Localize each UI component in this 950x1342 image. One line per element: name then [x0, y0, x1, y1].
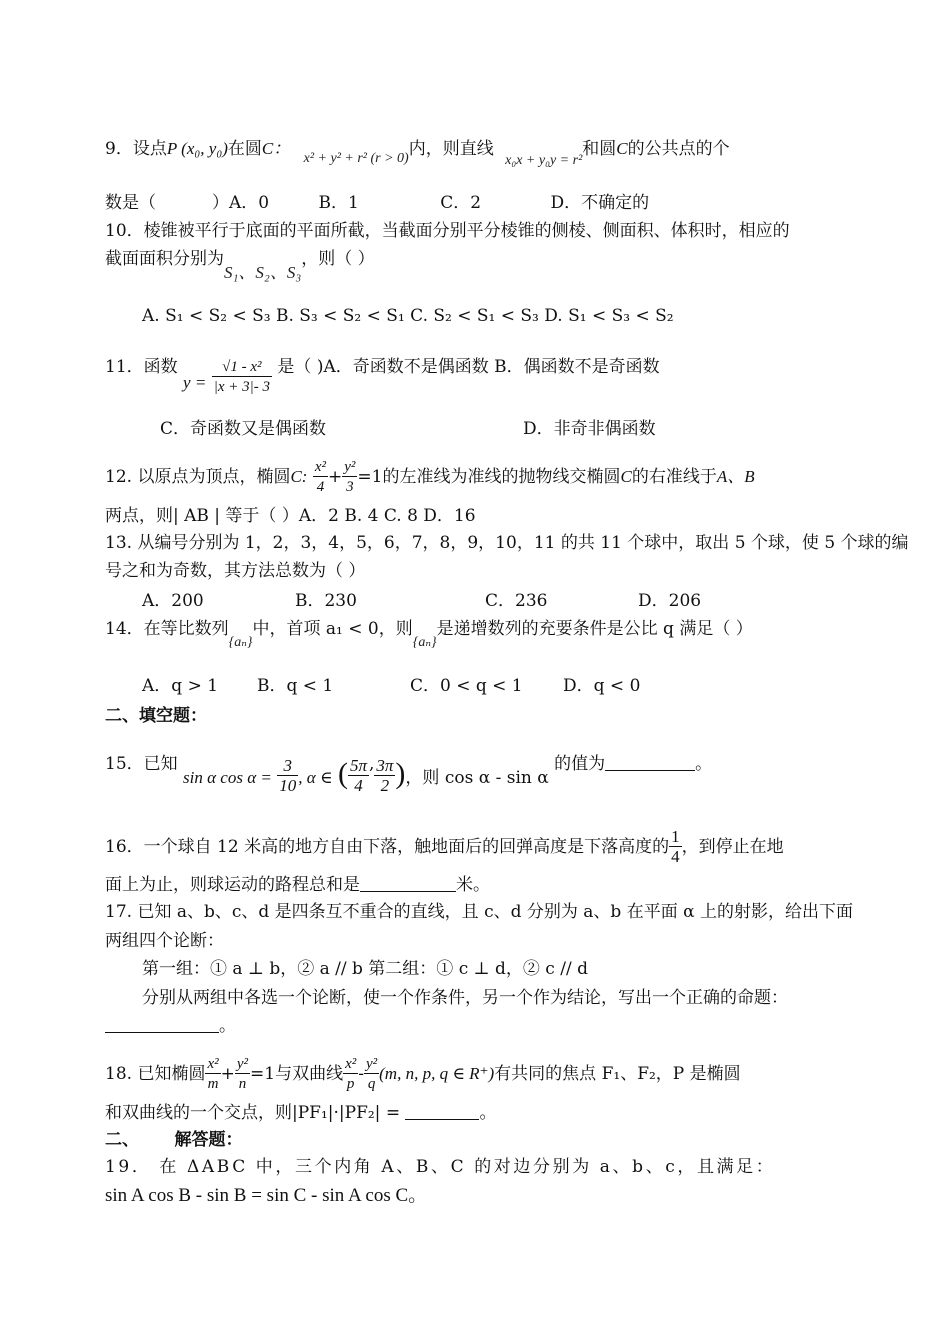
q15-answer-blank[interactable] — [605, 754, 695, 771]
q16-text-a: 16．一个球自 12 米高的地方自由下落，触地面后的回弹高度是下落高度的 — [105, 837, 670, 857]
q12-frac-x — [313, 458, 328, 497]
q16-frac — [669, 828, 682, 867]
q12-plus: + — [328, 467, 343, 487]
q18-n3: x² — [345, 1056, 357, 1072]
q15-mid: , α ∈ — [298, 768, 333, 787]
q14-sequence-2: {aₙ} — [412, 635, 437, 650]
q18-minus: - — [358, 1064, 364, 1084]
section-fill-in: 二、填空题： — [105, 706, 207, 726]
q11-option-c: C．奇函数又是偶函数 — [160, 419, 327, 439]
q10-areas: S₁、S₂、S₃ — [224, 263, 302, 282]
q11-fraction — [212, 358, 272, 397]
q19-equation: sin A cos B - sin B = sin C - sin A cos C。 — [105, 1185, 428, 1206]
q14-text-a: 14．在等比数列 — [105, 619, 229, 639]
q18-d4: q — [367, 1076, 376, 1092]
q16-d: 4 — [671, 847, 680, 866]
q13-line2: 号之和为奇数，其方法总数为（ ） — [105, 561, 366, 581]
q11-numerator: √1 - x² — [212, 358, 272, 377]
q10-text-c: ，则（ ） — [301, 249, 375, 269]
q11-option-d: D．非奇非偶函数 — [523, 419, 656, 439]
q14-line1 — [105, 618, 753, 650]
q14-text-c: 是递增数列的充要条件是公比 q 满足（ ） — [436, 619, 753, 639]
q10-line2 — [105, 248, 375, 282]
q15-expr: sin α cos α = — [183, 768, 272, 787]
q12-ab: A、B — [716, 467, 755, 486]
q12-cc: C — [620, 467, 632, 486]
q10-line1: 10．棱锥被平行于底面的平面所截，当截面分别平分棱锥的侧棱、侧面积、体积时，相应的 — [105, 221, 790, 241]
q18-n1: x² — [207, 1056, 219, 1072]
q17-groups: 第一组：① a ⊥ b，② a // b 第二组：① c ⊥ d，② c // d — [142, 959, 588, 979]
q17-instruction: 分别从两组中各选一个论断，使一个作条件，另一个作为结论，写出一个正确的命题： — [142, 988, 788, 1008]
q12-frac-y — [342, 458, 357, 497]
section-answer: 二、 解答题： — [105, 1130, 243, 1150]
q18-text-b: 与双曲线 — [275, 1064, 344, 1084]
q16-line1 — [105, 828, 784, 867]
q14-text-b: 中，首项 a₁ < 0，则 — [252, 619, 413, 639]
q19-line1: 19． 在 ΔABC 中，三个内角 A、B、C 的对边分别为 a、b、c，且满足： — [105, 1157, 776, 1177]
q18-text-d: 和双曲线的一个交点，则|PF₁|·|PF₂| = — [105, 1103, 401, 1123]
q18-n4: y² — [365, 1056, 378, 1072]
q9-text-d: 内，则直线 — [408, 139, 494, 159]
q18-line1 — [105, 1055, 741, 1094]
q15-n2: 5π — [349, 756, 367, 775]
q13-option-a: A．200 — [142, 591, 204, 611]
q10-options: A. S₁ < S₂ < S₃ B. S₃ < S₂ < S₁ C. S₂ < S₁ < S₃ D. S₁ < S₃ < S₂ — [142, 306, 674, 326]
q11-y: y = — [183, 373, 207, 392]
q9-line1 — [105, 138, 730, 168]
q16-text-c: 面上为止，则球运动的路程总和是 — [105, 875, 360, 895]
q12-text-e: 的右准线于 — [631, 467, 717, 487]
q15-frac1 — [277, 757, 298, 796]
q16-answer-blank[interactable] — [360, 875, 456, 892]
q9-number: 9．设点 — [105, 139, 167, 159]
q11-number: 11．函数 — [105, 357, 178, 377]
q15-frac3 — [374, 757, 395, 796]
q18-frac1 — [205, 1055, 220, 1094]
q11-line1 — [105, 348, 660, 395]
q18-text-a: 18. 已知椭圆 — [105, 1064, 206, 1084]
q17-answer-blank[interactable] — [105, 1016, 219, 1033]
q15-text-c: 的值为 — [554, 754, 606, 774]
q12-d2: 3 — [346, 479, 354, 495]
q13-option-b: B．230 — [295, 591, 357, 611]
q18-eq: =1 — [250, 1064, 276, 1084]
q15-n1: 3 — [277, 757, 298, 776]
q14-option-c: C．0 < q < 1 — [410, 676, 523, 696]
q15-d2: 4 — [354, 776, 363, 795]
q14-sequence: {aₙ} — [228, 635, 253, 650]
q9-text-g: 的公共点的个 — [627, 139, 730, 159]
q9-options — [105, 192, 649, 214]
q17-end: 。 — [219, 1016, 236, 1036]
q15-d1: 10 — [279, 776, 297, 795]
q9-text-e: 和圆 — [582, 139, 617, 159]
q18-answer-blank[interactable] — [405, 1103, 479, 1120]
q9-option-b: B．1 — [318, 193, 359, 213]
q16-n: 1 — [671, 827, 680, 846]
q13-line1: 13. 从编号分别为 1，2，3，4，5，6，7，8，9，10，11 的共 11 个球中，取出 5 个球，使 5 个球的编 — [105, 533, 909, 553]
q17-answer-line — [105, 1015, 236, 1037]
q12-eq: =1 — [357, 467, 383, 487]
q9-line-equation: x₀x + y₀y = r² — [505, 153, 583, 168]
q15-rparen: ) — [395, 757, 406, 790]
q9-circle-c: C — [616, 139, 628, 158]
q15-text-b: ，则 cos α - sin α — [405, 768, 549, 788]
q18-end: 。 — [479, 1103, 497, 1123]
q16-line2 — [105, 874, 490, 896]
q15-end: 。 — [695, 754, 713, 774]
q18-plus: + — [220, 1064, 235, 1084]
q10-text-b: 截面面积分别为 — [105, 249, 224, 269]
q16-end: 米。 — [456, 875, 490, 895]
q18-n2: y² — [236, 1056, 249, 1072]
q15-frac2 — [348, 757, 369, 796]
q9-paren: 数是（ — [105, 193, 156, 213]
q15-lparen: ( — [337, 757, 348, 790]
q18-text-c: 有共同的焦点 F₁、F₂，P 是椭圆 — [494, 1064, 741, 1084]
q9-option-c: C．2 — [440, 193, 482, 213]
q11-denominator: |x + 3|- 3 — [213, 379, 271, 395]
q18-frac2 — [235, 1055, 250, 1094]
q11-options-ab: 是（ )A．奇函数不是偶函数 B．偶函数不是奇函数 — [277, 357, 660, 377]
q12-text-a: 12. 以原点为顶点，椭圆 — [105, 467, 291, 487]
q17-line1: 17. 已知 a、b、c、d 是四条互不重合的直线，且 c、d 分别为 a、b 在平面 α 上的射影，给出下面 — [105, 902, 853, 922]
q15-n3: 3π — [376, 756, 394, 775]
q12-line1 — [105, 458, 755, 497]
q9-point: P (x₀, y₀) — [166, 139, 228, 158]
q9-circle-equation: x² + y² + r² (r > 0) — [303, 151, 409, 166]
q9-text-b: 在圆 — [227, 139, 262, 159]
q18-frac3 — [343, 1055, 358, 1094]
q13-option-d: D．206 — [638, 591, 702, 611]
q13-option-c: C．236 — [485, 591, 548, 611]
q12-n1: x² — [314, 459, 327, 475]
q12-n2: y² — [344, 459, 356, 475]
q18-frac4 — [364, 1055, 379, 1094]
q18-d3: p — [346, 1076, 355, 1092]
q9-option-a: ）A．0 — [212, 193, 270, 213]
q14-option-a: A．q > 1 — [142, 676, 219, 696]
q12-line2: 两点，则| AB | 等于（ ）A．2 B. 4 C. 8 D．16 — [105, 506, 476, 526]
q18-line2 — [105, 1102, 496, 1124]
q9-circle-name: C： — [261, 139, 291, 158]
q14-option-b: B．q < 1 — [257, 676, 334, 696]
q17-line2: 两组四个论断： — [105, 931, 224, 951]
q18-d2: n — [238, 1076, 247, 1092]
q18-condition: (m, n, p, q ∈ R⁺) — [379, 1064, 495, 1083]
q15-d3: 2 — [380, 776, 390, 795]
q15-line: 15．已知 sin α cos α = $\frac{3}{10}$ , α ∈ ( $\frac{5\pi}{4}$ , $\frac{3\pi}{2}$ )，则 cos α - sin α 的值为 。 — [105, 754, 713, 795]
q18-d1: m — [207, 1076, 219, 1092]
q15-text-a: 15．已知 — [105, 754, 178, 774]
q14-option-d: D．q < 0 — [563, 676, 641, 696]
q9-option-d: D．不确定的 — [550, 193, 650, 213]
q12-text-b: 的左准线为准线的抛物线交椭圆 — [382, 467, 621, 487]
q16-text-b: ，到停止在地 — [681, 837, 784, 857]
q12-d1: 4 — [316, 479, 325, 495]
q12-c: C: — [290, 467, 308, 486]
